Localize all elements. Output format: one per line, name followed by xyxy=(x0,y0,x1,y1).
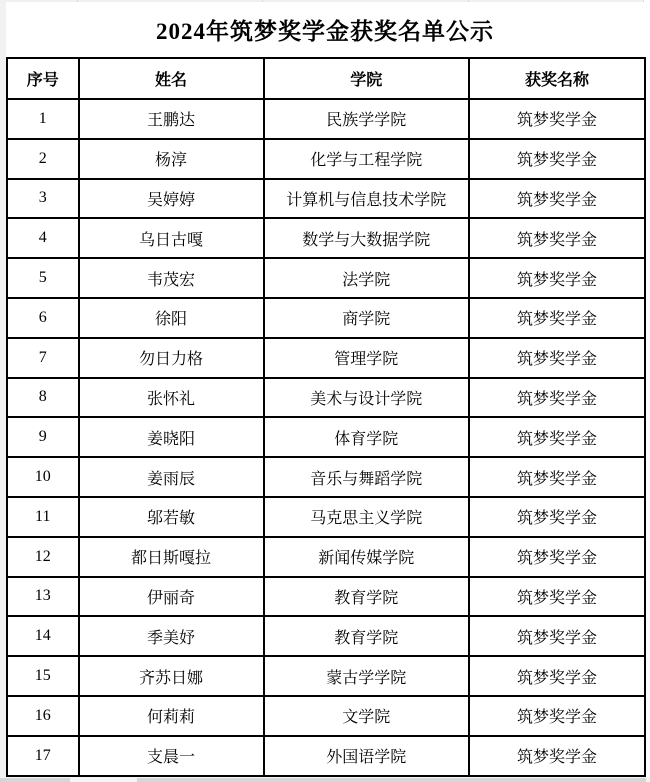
column-header-award: 获奖名称 xyxy=(469,58,645,99)
cell-student-name: 乌日古嘎 xyxy=(79,218,264,258)
cell-college: 化学与工程学院 xyxy=(264,139,470,179)
table-row xyxy=(7,139,645,179)
cell-serial-number: 9 xyxy=(7,417,79,457)
table-row xyxy=(7,577,645,617)
column-header-name: 姓名 xyxy=(79,58,264,99)
table-row xyxy=(7,497,645,537)
cell-serial-number: 17 xyxy=(7,736,79,776)
table-row xyxy=(7,417,645,457)
table-row xyxy=(7,696,645,736)
cell-student-name: 勿日力格 xyxy=(79,338,264,378)
cell-student-name: 伊丽奇 xyxy=(79,577,264,617)
cell-student-name: 季美妤 xyxy=(79,616,264,656)
cell-student-name: 张怀礼 xyxy=(79,378,264,418)
cell-serial-number: 4 xyxy=(7,218,79,258)
cell-college: 文学院 xyxy=(264,696,470,736)
table-row xyxy=(7,218,645,258)
cell-college: 音乐与舞蹈学院 xyxy=(264,457,470,497)
cell-student-name: 杨淳 xyxy=(79,139,264,179)
cell-college: 数学与大数据学院 xyxy=(264,218,470,258)
cell-student-name: 徐阳 xyxy=(79,298,264,338)
cell-award-name: 筑梦奖学金 xyxy=(469,139,645,179)
cell-serial-number: 2 xyxy=(7,139,79,179)
cell-award-name: 筑梦奖学金 xyxy=(469,378,645,418)
cell-serial-number: 14 xyxy=(7,616,79,656)
cell-serial-number: 16 xyxy=(7,696,79,736)
cell-serial-number: 13 xyxy=(7,577,79,617)
cell-student-name: 邬若敏 xyxy=(79,497,264,537)
award-table xyxy=(6,57,646,777)
cell-college: 法学院 xyxy=(264,258,470,298)
cell-college: 体育学院 xyxy=(264,417,470,457)
table-body xyxy=(7,99,645,776)
cell-serial-number: 3 xyxy=(7,179,79,219)
cell-award-name: 筑梦奖学金 xyxy=(469,616,645,656)
cell-award-name: 筑梦奖学金 xyxy=(469,298,645,338)
cell-award-name: 筑梦奖学金 xyxy=(469,736,645,776)
sheet-area xyxy=(6,2,644,777)
next-row-cell-edge xyxy=(137,778,646,782)
cell-award-name: 筑梦奖学金 xyxy=(469,338,645,378)
cell-college: 管理学院 xyxy=(264,338,470,378)
cell-award-name: 筑梦奖学金 xyxy=(469,537,645,577)
cell-student-name: 王鹏达 xyxy=(79,99,264,139)
cell-award-name: 筑梦奖学金 xyxy=(469,218,645,258)
cell-award-name: 筑梦奖学金 xyxy=(469,179,645,219)
column-header-no: 序号 xyxy=(7,58,79,99)
cell-student-name: 韦茂宏 xyxy=(79,258,264,298)
cell-student-name: 姜雨辰 xyxy=(79,457,264,497)
table-row xyxy=(7,537,645,577)
cell-award-name: 筑梦奖学金 xyxy=(469,656,645,696)
next-row-cell-edge xyxy=(0,778,70,782)
cell-student-name: 齐苏日娜 xyxy=(79,656,264,696)
cell-serial-number: 15 xyxy=(7,656,79,696)
cell-award-name: 筑梦奖学金 xyxy=(469,577,645,617)
table-row xyxy=(7,457,645,497)
page-title: 2024年筑梦奖学金获奖名单公示 xyxy=(156,19,494,44)
table-row xyxy=(7,616,645,656)
header-row xyxy=(7,58,645,99)
cell-serial-number: 11 xyxy=(7,497,79,537)
table-row xyxy=(7,298,645,338)
cell-college: 蒙古学学院 xyxy=(264,656,470,696)
cell-serial-number: 1 xyxy=(7,99,79,139)
cell-serial-number: 6 xyxy=(7,298,79,338)
table-row xyxy=(7,258,645,298)
cell-student-name: 何莉莉 xyxy=(79,696,264,736)
cell-serial-number: 10 xyxy=(7,457,79,497)
cell-student-name: 吴婷婷 xyxy=(79,179,264,219)
cell-award-name: 筑梦奖学金 xyxy=(469,417,645,457)
cell-serial-number: 12 xyxy=(7,537,79,577)
cell-college: 民族学学院 xyxy=(264,99,470,139)
cell-college: 教育学院 xyxy=(264,577,470,617)
table-row xyxy=(7,338,645,378)
cell-award-name: 筑梦奖学金 xyxy=(469,497,645,537)
table-row xyxy=(7,179,645,219)
cell-college: 商学院 xyxy=(264,298,470,338)
cell-award-name: 筑梦奖学金 xyxy=(469,696,645,736)
cell-award-name: 筑梦奖学金 xyxy=(469,457,645,497)
cell-college: 教育学院 xyxy=(264,616,470,656)
cell-college: 美术与设计学院 xyxy=(264,378,470,418)
cell-student-name: 都日斯嘎拉 xyxy=(79,537,264,577)
cell-college: 计算机与信息技术学院 xyxy=(264,179,470,219)
table-row xyxy=(7,99,645,139)
table-row xyxy=(7,736,645,776)
cell-serial-number: 8 xyxy=(7,378,79,418)
cell-college: 外国语学院 xyxy=(264,736,470,776)
cell-college: 新闻传媒学院 xyxy=(264,537,470,577)
cell-college: 马克思主义学院 xyxy=(264,497,470,537)
cell-student-name: 姜晓阳 xyxy=(79,417,264,457)
cell-student-name: 支晨一 xyxy=(79,736,264,776)
table-row xyxy=(7,378,645,418)
table-row xyxy=(7,656,645,696)
cell-award-name: 筑梦奖学金 xyxy=(469,258,645,298)
column-header-college: 学院 xyxy=(264,58,470,99)
next-row-preview xyxy=(0,777,650,782)
cell-serial-number: 7 xyxy=(7,338,79,378)
cell-award-name: 筑梦奖学金 xyxy=(469,99,645,139)
cell-serial-number: 5 xyxy=(7,258,79,298)
